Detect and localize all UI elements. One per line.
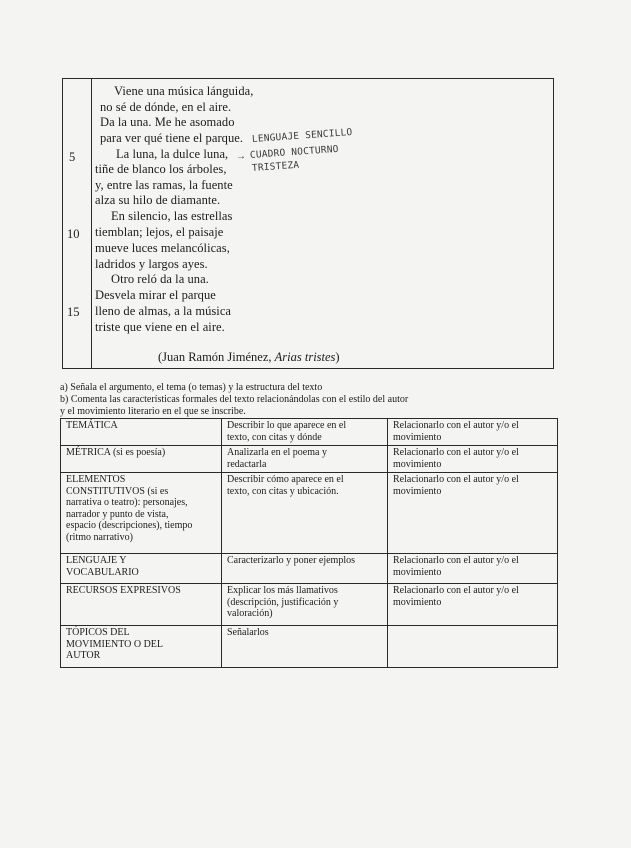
cell-text-line: Relacionarlo con el autor y/o el <box>393 420 519 431</box>
cell-text-line: LENGUAJE Y <box>66 555 127 566</box>
handwritten-note-3: TRISTEZA <box>251 159 300 174</box>
table-row <box>61 419 558 446</box>
line-number-5: 5 <box>69 150 76 164</box>
table-cell-c1 <box>61 554 222 584</box>
question-b-line-1: b) Comenta las características formales del texto relacionándolas con el estilo del autor <box>60 394 409 405</box>
poem-line-12: ladridos y largos ayes. <box>95 257 208 271</box>
attribution-author: (Juan Ramón Jiménez, <box>158 350 275 364</box>
cell-text-line: Describir lo que aparece en el <box>227 420 347 431</box>
analysis-table <box>60 418 558 668</box>
cell-text-line: texto, con citas y ubicación. <box>227 485 339 497</box>
table-cell-c3 <box>388 626 558 668</box>
poem-line-2: no sé de dónde, en el aire. <box>100 100 232 114</box>
cell-text-line: Describir cómo aparece en el <box>227 474 344 485</box>
cell-text-line: movimiento <box>393 566 442 578</box>
handwritten-note-1: LENGUAJE SENCILLO <box>251 126 353 145</box>
table-row <box>61 473 558 554</box>
cell-text-line: TÓPICOS DEL <box>66 627 130 638</box>
table-cell-c2 <box>222 419 388 446</box>
line-number-10: 10 <box>67 227 80 241</box>
cell-text-line: (ritmo narrativo) <box>66 531 133 543</box>
cell-text-line: TEMÁTICA <box>66 420 118 431</box>
poem-line-8: alza su hilo de diamante. <box>95 193 221 207</box>
poem-line-10: tiemblan; lejos, el paisaje <box>95 225 224 239</box>
cell-text-line: VOCABULARIO <box>66 566 139 578</box>
cell-text-line: movimiento <box>393 596 442 608</box>
table-cell-c1 <box>61 473 222 554</box>
table-cell-c3 <box>388 554 558 584</box>
cell-text-line: AUTOR <box>66 650 101 661</box>
arrow-icon: → <box>236 151 246 162</box>
table-cell-c3 <box>388 473 558 554</box>
poem-line-7: y, entre las ramas, la fuente <box>95 178 233 192</box>
cell-text-line: Relacionarlo con el autor y/o el <box>393 474 519 485</box>
line-number-15: 15 <box>67 305 80 319</box>
table-cell-c3 <box>388 419 558 446</box>
attribution-close: ) <box>335 350 340 364</box>
cell-text-line: Explicar los más llamativos <box>227 585 338 596</box>
cell-text-line: CONSTITUTIVOS (si es <box>66 485 169 497</box>
table-cell-c2 <box>222 584 388 626</box>
table-cell-c3 <box>388 446 558 473</box>
cell-text-line: narrativa o teatro): personajes, <box>66 497 188 508</box>
table-cell-c1 <box>61 446 222 473</box>
cell-text-line: movimiento <box>393 458 442 470</box>
table-cell-c2 <box>222 446 388 473</box>
poem-line-4: para ver qué tiene el parque. <box>100 131 244 145</box>
cell-text-line: Señalarlos <box>227 627 269 638</box>
handwritten-note-2: CUADRO NOCTURNO <box>249 143 339 161</box>
table-cell-c1 <box>61 419 222 446</box>
poem-line-6: tiñe de blanco los árboles, <box>95 162 227 176</box>
cell-text-line: redactarla <box>227 458 267 470</box>
attribution-work-title: Arias tristes <box>274 350 336 364</box>
poem-line-1: Viene una música lánguida, <box>114 84 254 98</box>
cell-text-line: Relacionarlo con el autor y/o el <box>393 555 519 566</box>
table-row <box>61 446 558 473</box>
poem-line-14: Desvela mirar el parque <box>95 288 216 302</box>
question-b-line-2: y el movimiento literario en el que se inscribe. <box>60 406 246 417</box>
poem-line-16: triste que viene en el aire. <box>95 320 225 334</box>
table-row <box>61 584 558 626</box>
poem-line-5: La luna, la dulce luna, <box>116 147 229 161</box>
cell-text-line: RECURSOS EXPRESIVOS <box>66 585 181 596</box>
cell-text-line: movimiento <box>393 431 442 443</box>
cell-text-line: MOVIMIENTO O DEL <box>66 638 164 650</box>
cell-text-line: espacio (descripciones), tiempo <box>66 520 193 531</box>
table-cell-c2 <box>222 626 388 668</box>
poem-line-15: lleno de almas, a la música <box>95 304 232 318</box>
line-number-column <box>63 79 92 368</box>
poem-line-13: Otro reló da la una. <box>111 272 209 286</box>
poem-line-3: Da la una. Me he asomado <box>100 115 235 129</box>
poem-line-11: mueve luces melancólicas, <box>95 241 230 255</box>
poem-line-9: En silencio, las estrellas <box>111 209 233 223</box>
table-row <box>61 626 558 668</box>
cell-text-line: Relacionarlo con el autor y/o el <box>393 447 519 458</box>
poem-attribution <box>158 350 340 365</box>
table-cell-c2 <box>222 473 388 554</box>
cell-text-line: ELEMENTOS <box>66 474 126 485</box>
cell-text-line: Relacionarlo con el autor y/o el <box>393 585 519 596</box>
table-cell-c3 <box>388 584 558 626</box>
cell-text-line: movimiento <box>393 485 442 497</box>
cell-text-line: MÉTRICA (si es poesía) <box>66 447 166 458</box>
cell-text-line: texto, con citas y dónde <box>227 431 322 443</box>
cell-text-line: Caracterizarlo y poner ejemplos <box>227 555 355 566</box>
question-a: a) Señala el argumento, el tema (o temas) y la estructura del texto <box>60 382 323 393</box>
cell-text-line: Analizarla en el poema y <box>227 447 327 458</box>
table-cell-c2 <box>222 554 388 584</box>
cell-text-line: narrador y punto de vista, <box>66 508 169 520</box>
table-cell-c1 <box>61 584 222 626</box>
table-cell-c1 <box>61 626 222 668</box>
cell-text-line: valoración) <box>227 608 273 619</box>
cell-text-line: (descripción, justificación y <box>227 596 339 608</box>
table-row <box>61 554 558 584</box>
